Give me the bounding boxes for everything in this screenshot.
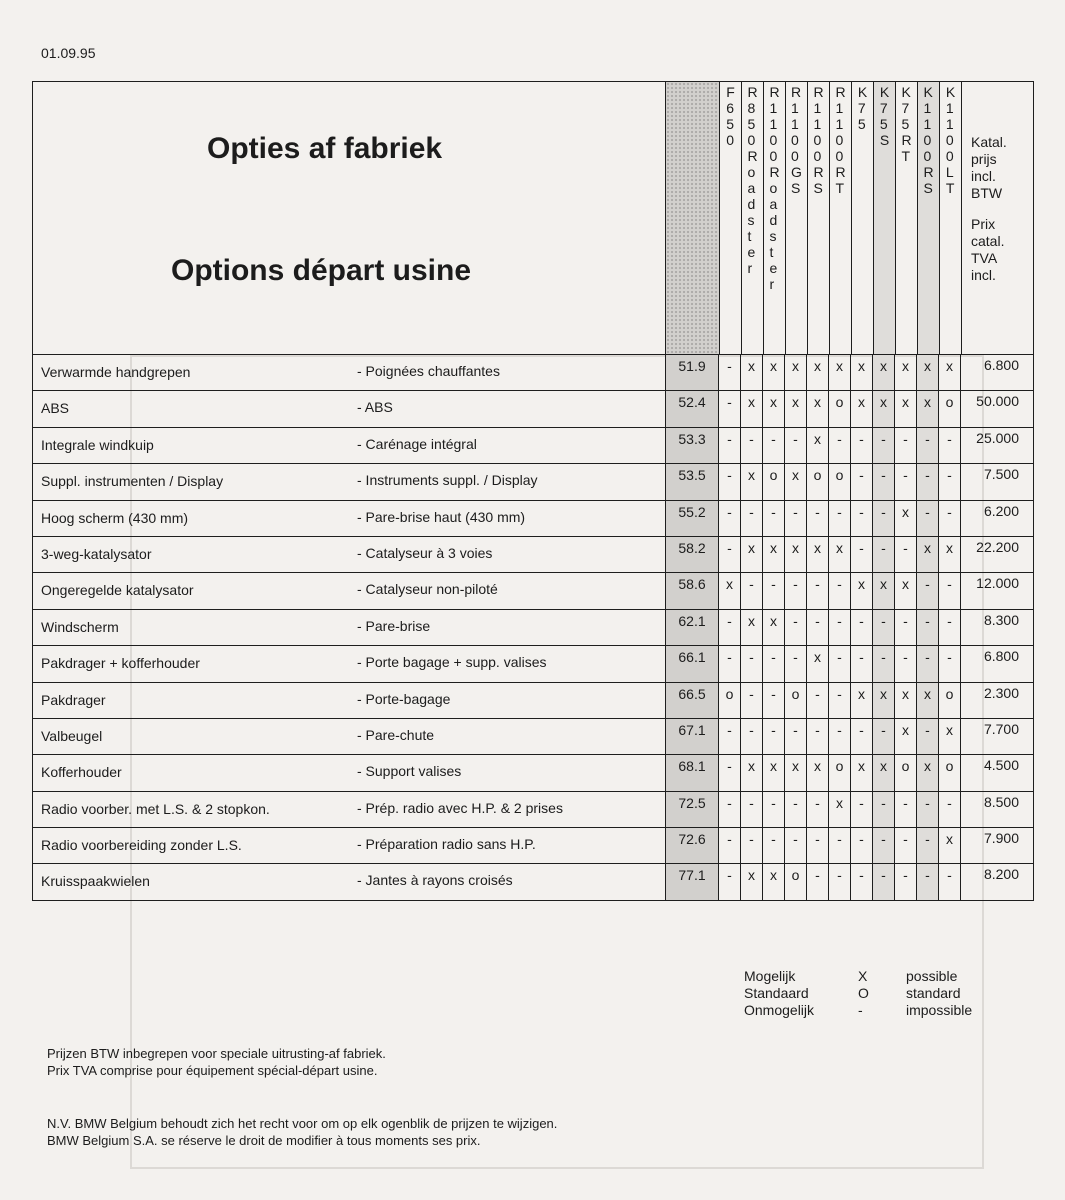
table-row: [33, 718, 1033, 754]
option-price: 7.900: [960, 828, 1033, 863]
option-price: 7.500: [960, 464, 1033, 499]
availability-mark: x: [916, 683, 938, 718]
availability-mark: -: [828, 501, 850, 536]
option-code: 53.5: [665, 464, 718, 499]
availability-mark: x: [894, 683, 916, 718]
option-code: 66.5: [665, 683, 718, 718]
option-name-french: - Poignées chauffantes: [357, 363, 500, 379]
availability-mark: -: [784, 573, 806, 608]
availability-mark: -: [938, 792, 960, 827]
availability-mark: -: [894, 864, 916, 899]
availability-mark: -: [762, 646, 784, 681]
availability-mark: x: [850, 355, 872, 390]
availability-mark: -: [916, 501, 938, 536]
model-label-vertical: K 1 1 0 0 R S: [923, 84, 934, 196]
availability-mark: -: [916, 792, 938, 827]
availability-mark: -: [740, 573, 762, 608]
availability-mark: x: [740, 610, 762, 645]
table-row: [33, 536, 1033, 572]
option-price: 25.000: [960, 428, 1033, 463]
availability-mark: o: [828, 755, 850, 790]
option-name-dutch: Kofferhouder: [41, 764, 122, 781]
model-column-header: [785, 82, 807, 354]
availability-mark: -: [806, 792, 828, 827]
availability-mark: o: [718, 683, 740, 718]
availability-mark: x: [784, 355, 806, 390]
availability-mark: x: [872, 573, 894, 608]
availability-mark: x: [938, 719, 960, 754]
option-name-dutch: Radio voorber. met L.S. & 2 stopkon.: [41, 800, 270, 817]
legend-label-dutch: Mogelijk: [744, 968, 796, 984]
model-column-header: [939, 82, 961, 354]
availability-mark: x: [740, 755, 762, 790]
table-row: [33, 609, 1033, 645]
table-row: [33, 791, 1033, 827]
option-name-french: - Prép. radio avec H.P. & 2 prises: [357, 799, 563, 816]
availability-mark: -: [872, 864, 894, 899]
availability-mark: x: [806, 428, 828, 463]
table-row: [33, 500, 1033, 536]
availability-mark: o: [828, 464, 850, 499]
availability-mark: -: [938, 646, 960, 681]
availability-mark: -: [850, 501, 872, 536]
availability-mark: -: [784, 792, 806, 827]
availability-mark: -: [762, 683, 784, 718]
table-row: [33, 827, 1033, 863]
model-label-vertical: K 1 1 0 0 L T: [945, 84, 956, 196]
availability-mark: -: [762, 792, 784, 827]
option-code: 51.9: [665, 355, 718, 390]
availability-mark: -: [806, 573, 828, 608]
option-name-dutch: Kruisspaakwielen: [41, 873, 150, 890]
availability-mark: x: [762, 864, 784, 899]
availability-mark: x: [850, 755, 872, 790]
availability-mark: x: [894, 355, 916, 390]
option-name-french: - Support valises: [357, 763, 462, 780]
title-dutch: Opties af fabriek: [207, 132, 443, 165]
availability-mark: -: [916, 428, 938, 463]
option-price: 7.700: [960, 719, 1033, 754]
availability-mark: -: [784, 428, 806, 463]
availability-mark: -: [916, 646, 938, 681]
availability-mark: x: [894, 719, 916, 754]
option-name-dutch: Hoog scherm (430 mm): [41, 509, 189, 526]
availability-mark: -: [894, 828, 916, 863]
legend-label-french: possible: [906, 968, 958, 984]
availability-mark: -: [894, 428, 916, 463]
availability-mark: -: [806, 719, 828, 754]
availability-mark: -: [850, 464, 872, 499]
availability-mark: o: [784, 683, 806, 718]
availability-mark: -: [718, 792, 740, 827]
availability-mark: -: [828, 646, 850, 681]
availability-mark: x: [894, 391, 916, 426]
availability-mark: -: [850, 610, 872, 645]
availability-mark: -: [916, 864, 938, 899]
option-code: 58.2: [665, 537, 718, 572]
availability-mark: o: [938, 683, 960, 718]
availability-mark: -: [740, 719, 762, 754]
option-code: 55.2: [665, 501, 718, 536]
availability-mark: x: [718, 573, 740, 608]
option-price: 4.500: [960, 755, 1033, 790]
option-name-french: - Pare-chute: [357, 726, 435, 743]
table-row: [33, 427, 1033, 463]
availability-mark: x: [872, 355, 894, 390]
availability-mark: x: [872, 683, 894, 718]
model-column-header: [917, 82, 939, 354]
availability-mark: -: [872, 610, 894, 645]
option-name-french: - Pare-brise haut (430 mm): [357, 508, 526, 525]
availability-mark: x: [872, 391, 894, 426]
option-name-french: - Préparation radio sans H.P.: [357, 836, 536, 853]
availability-mark: -: [828, 719, 850, 754]
availability-mark: x: [894, 501, 916, 536]
legend-label-dutch: Onmogelijk: [744, 1002, 815, 1018]
availability-mark: -: [718, 755, 740, 790]
model-label-vertical: R 8 5 0 R o a d s t e r: [747, 84, 758, 276]
model-column-header: [829, 82, 851, 354]
availability-mark: -: [872, 537, 894, 572]
option-name-dutch: Integrale windkuip: [41, 436, 154, 453]
availability-mark: -: [850, 428, 872, 463]
availability-mark: -: [828, 573, 850, 608]
option-name-dutch: Windscherm: [41, 618, 119, 635]
availability-mark: -: [718, 719, 740, 754]
availability-mark: -: [828, 828, 850, 863]
model-label-vertical: R 1 1 0 0 R T: [835, 84, 846, 196]
option-name-french: - ABS: [357, 399, 393, 416]
availability-mark: x: [740, 537, 762, 572]
legend-item: [744, 985, 972, 1002]
availability-mark: -: [718, 391, 740, 426]
legend-label-french: impossible: [906, 1002, 973, 1018]
availability-mark: -: [872, 828, 894, 863]
availability-mark: x: [806, 355, 828, 390]
availability-mark: -: [850, 537, 872, 572]
option-name-french: - Catalyseur non-piloté: [357, 581, 498, 598]
option-code: 68.1: [665, 755, 718, 790]
option-price: 6.800: [960, 355, 1033, 390]
availability-mark: -: [828, 610, 850, 645]
option-name-french: - Pare-brise: [357, 617, 431, 634]
availability-mark: -: [850, 864, 872, 899]
model-column-header: [719, 82, 741, 354]
availability-mark: -: [872, 501, 894, 536]
price-header-line: catal.: [971, 233, 1005, 249]
availability-mark: -: [850, 828, 872, 863]
table-row: [33, 682, 1033, 718]
availability-mark: -: [762, 828, 784, 863]
availability-mark: -: [938, 428, 960, 463]
model-label-vertical: F 6 5 0: [726, 84, 735, 148]
availability-mark: -: [894, 792, 916, 827]
table-row: [33, 863, 1033, 899]
legend-symbol: O: [858, 985, 869, 1001]
availability-mark: -: [740, 683, 762, 718]
table-row: [33, 355, 1033, 390]
availability-mark: -: [784, 501, 806, 536]
availability-mark: x: [762, 610, 784, 645]
availability-mark: x: [740, 864, 762, 899]
availability-mark: -: [938, 464, 960, 499]
model-column-header: [763, 82, 785, 354]
availability-mark: x: [784, 464, 806, 499]
option-name-dutch: Verwarmde handgrepen: [41, 364, 191, 380]
note-line: N.V. BMW Belgium behoudt zich het recht voor om op elk ogenblik de prijzen te wijzigen.: [47, 1116, 558, 1131]
availability-mark: -: [850, 792, 872, 827]
legend-label-dutch: Standaard: [744, 985, 809, 1001]
price-header-line: BTW: [971, 185, 1003, 201]
option-name-french: - Porte bagage + supp. valises: [357, 654, 547, 671]
availability-mark: -: [916, 828, 938, 863]
legend-symbol: -: [858, 1002, 863, 1018]
availability-mark: -: [916, 610, 938, 645]
availability-mark: x: [916, 537, 938, 572]
option-code: 77.1: [665, 864, 718, 899]
availability-mark: x: [806, 537, 828, 572]
rights-note: [47, 1115, 557, 1149]
availability-mark: x: [740, 391, 762, 426]
availability-mark: x: [806, 391, 828, 426]
availability-mark: -: [740, 428, 762, 463]
availability-mark: -: [806, 683, 828, 718]
availability-mark: x: [762, 537, 784, 572]
availability-mark: x: [828, 355, 850, 390]
price-header-line: prijs: [971, 151, 997, 167]
availability-mark: x: [740, 355, 762, 390]
availability-mark: x: [850, 573, 872, 608]
model-label-vertical: R 1 1 0 0 R o a d s t e r: [769, 84, 780, 292]
availability-mark: x: [740, 464, 762, 499]
model-label-vertical: R 1 1 0 0 R S: [813, 84, 824, 196]
availability-mark: -: [938, 501, 960, 536]
table-body: [33, 355, 1033, 900]
option-name-dutch: Valbeugel: [41, 727, 103, 744]
availability-mark: x: [872, 755, 894, 790]
availability-mark: x: [762, 391, 784, 426]
option-name-dutch: Suppl. instrumenten / Display: [41, 473, 224, 490]
legend: [744, 968, 972, 1019]
availability-mark: -: [718, 537, 740, 572]
option-name-french: - Catalyseur à 3 voies: [357, 544, 493, 561]
model-label-vertical: K 7 5 R T: [901, 84, 912, 164]
availability-mark: -: [872, 646, 894, 681]
option-code: 66.1: [665, 646, 718, 681]
price-column-header: [961, 82, 1033, 354]
availability-mark: -: [872, 464, 894, 499]
legend-label-french: standard: [906, 985, 961, 1001]
option-code: 58.6: [665, 573, 718, 608]
availability-mark: -: [938, 573, 960, 608]
option-name-french: - Carénage intégral: [357, 435, 477, 452]
availability-mark: -: [828, 683, 850, 718]
option-price: 12.000: [960, 573, 1033, 608]
option-code: 72.5: [665, 792, 718, 827]
availability-mark: -: [718, 864, 740, 899]
price-header-line: TVA: [971, 250, 998, 266]
availability-mark: -: [806, 501, 828, 536]
availability-mark: -: [894, 646, 916, 681]
availability-mark: -: [938, 610, 960, 645]
availability-mark: x: [894, 573, 916, 608]
model-column-header: [741, 82, 763, 354]
availability-mark: -: [894, 464, 916, 499]
table-row: [33, 390, 1033, 426]
availability-mark: -: [894, 537, 916, 572]
option-name-french: - Porte-bagage: [357, 690, 451, 707]
availability-mark: x: [850, 391, 872, 426]
availability-mark: -: [806, 828, 828, 863]
availability-mark: -: [784, 828, 806, 863]
availability-mark: x: [784, 391, 806, 426]
availability-mark: x: [938, 355, 960, 390]
availability-mark: -: [806, 864, 828, 899]
option-name-french: - Instruments suppl. / Display: [357, 472, 538, 489]
option-name-dutch: Pakdrager: [41, 691, 106, 708]
note-line: Prijzen BTW inbegrepen voor speciale uitrusting-af fabriek.: [47, 1046, 386, 1061]
availability-mark: -: [718, 828, 740, 863]
availability-mark: -: [740, 646, 762, 681]
option-price: 8.500: [960, 792, 1033, 827]
model-label-vertical: R 1 1 0 0 G S: [791, 84, 802, 196]
availability-mark: -: [718, 464, 740, 499]
table-row: [33, 463, 1033, 499]
availability-mark: o: [938, 391, 960, 426]
availability-mark: x: [828, 537, 850, 572]
availability-mark: -: [718, 501, 740, 536]
availability-mark: -: [784, 719, 806, 754]
availability-mark: -: [784, 646, 806, 681]
option-price: 50.000: [960, 391, 1033, 426]
availability-mark: x: [828, 792, 850, 827]
availability-mark: -: [762, 501, 784, 536]
legend-symbol: X: [858, 968, 868, 984]
price-header-line: incl.: [971, 168, 996, 184]
availability-mark: -: [916, 719, 938, 754]
availability-mark: x: [762, 355, 784, 390]
availability-mark: -: [740, 501, 762, 536]
availability-mark: x: [762, 755, 784, 790]
availability-mark: o: [784, 864, 806, 899]
availability-mark: o: [806, 464, 828, 499]
availability-mark: -: [894, 610, 916, 645]
price-note: [47, 1045, 386, 1079]
availability-mark: -: [916, 464, 938, 499]
availability-mark: -: [718, 355, 740, 390]
model-column-header: [873, 82, 895, 354]
availability-mark: -: [828, 864, 850, 899]
option-code: 52.4: [665, 391, 718, 426]
note-line: BMW Belgium S.A. se réserve le droit de modifier à tous moments ses prix.: [47, 1133, 481, 1148]
availability-mark: -: [872, 719, 894, 754]
availability-mark: -: [718, 610, 740, 645]
availability-mark: x: [806, 646, 828, 681]
options-table: [32, 81, 1034, 901]
model-column-header: [807, 82, 829, 354]
availability-mark: o: [828, 391, 850, 426]
price-header-line: Katal.: [971, 134, 1007, 150]
note-line: Prix TVA comprise pour équipement spécial-départ usine.: [47, 1063, 378, 1078]
availability-mark: -: [784, 610, 806, 645]
table-row: [33, 645, 1033, 681]
option-price: 2.300: [960, 683, 1033, 718]
availability-mark: x: [850, 683, 872, 718]
price-header-line: incl.: [971, 267, 996, 283]
option-code: 72.6: [665, 828, 718, 863]
availability-mark: x: [916, 755, 938, 790]
option-code: 67.1: [665, 719, 718, 754]
option-name-dutch: Ongeregelde katalysator: [41, 582, 194, 599]
option-code: 62.1: [665, 610, 718, 645]
option-price: 8.200: [960, 864, 1033, 899]
availability-mark: -: [806, 610, 828, 645]
availability-mark: -: [938, 864, 960, 899]
availability-mark: -: [872, 792, 894, 827]
option-name-dutch: 3-weg-katalysator: [41, 545, 152, 562]
availability-mark: -: [740, 828, 762, 863]
availability-mark: -: [828, 428, 850, 463]
legend-item: [744, 1002, 972, 1019]
availability-mark: -: [740, 792, 762, 827]
legend-item: [744, 968, 972, 985]
reference-column-header: [665, 82, 719, 354]
model-label-vertical: K 7 5 S: [879, 84, 890, 148]
option-code: 53.3: [665, 428, 718, 463]
availability-mark: -: [850, 646, 872, 681]
price-header-line: Prix: [971, 216, 996, 232]
table-header: [33, 82, 1033, 355]
model-label-vertical: K 7 5: [857, 84, 868, 132]
option-price: 22.200: [960, 537, 1033, 572]
availability-mark: -: [718, 646, 740, 681]
availability-mark: x: [916, 355, 938, 390]
availability-mark: x: [784, 537, 806, 572]
header-title-area: [33, 82, 665, 354]
availability-mark: -: [872, 428, 894, 463]
availability-mark: o: [938, 755, 960, 790]
option-name-dutch: Radio voorbereiding zonder L.S.: [41, 837, 242, 854]
model-column-header: [851, 82, 873, 354]
availability-mark: x: [938, 537, 960, 572]
option-name-french: - Jantes à rayons croisés: [357, 872, 513, 889]
table-row: [33, 754, 1033, 790]
availability-mark: -: [762, 719, 784, 754]
availability-mark: x: [806, 755, 828, 790]
availability-mark: x: [916, 391, 938, 426]
option-name-dutch: ABS: [41, 400, 70, 417]
option-price: 8.300: [960, 610, 1033, 645]
availability-mark: o: [762, 464, 784, 499]
availability-mark: -: [850, 719, 872, 754]
availability-mark: o: [894, 755, 916, 790]
option-price: 6.200: [960, 501, 1033, 536]
availability-mark: -: [762, 428, 784, 463]
title-french: Options départ usine: [171, 254, 472, 287]
availability-mark: -: [718, 428, 740, 463]
model-column-header: [895, 82, 917, 354]
table-row: [33, 572, 1033, 608]
option-price: 6.800: [960, 646, 1033, 681]
availability-mark: -: [762, 573, 784, 608]
option-name-dutch: Pakdrager + kofferhouder: [41, 655, 200, 672]
availability-mark: x: [938, 828, 960, 863]
document-date: 01.09.95: [41, 45, 96, 61]
availability-mark: -: [916, 573, 938, 608]
availability-mark: x: [784, 755, 806, 790]
